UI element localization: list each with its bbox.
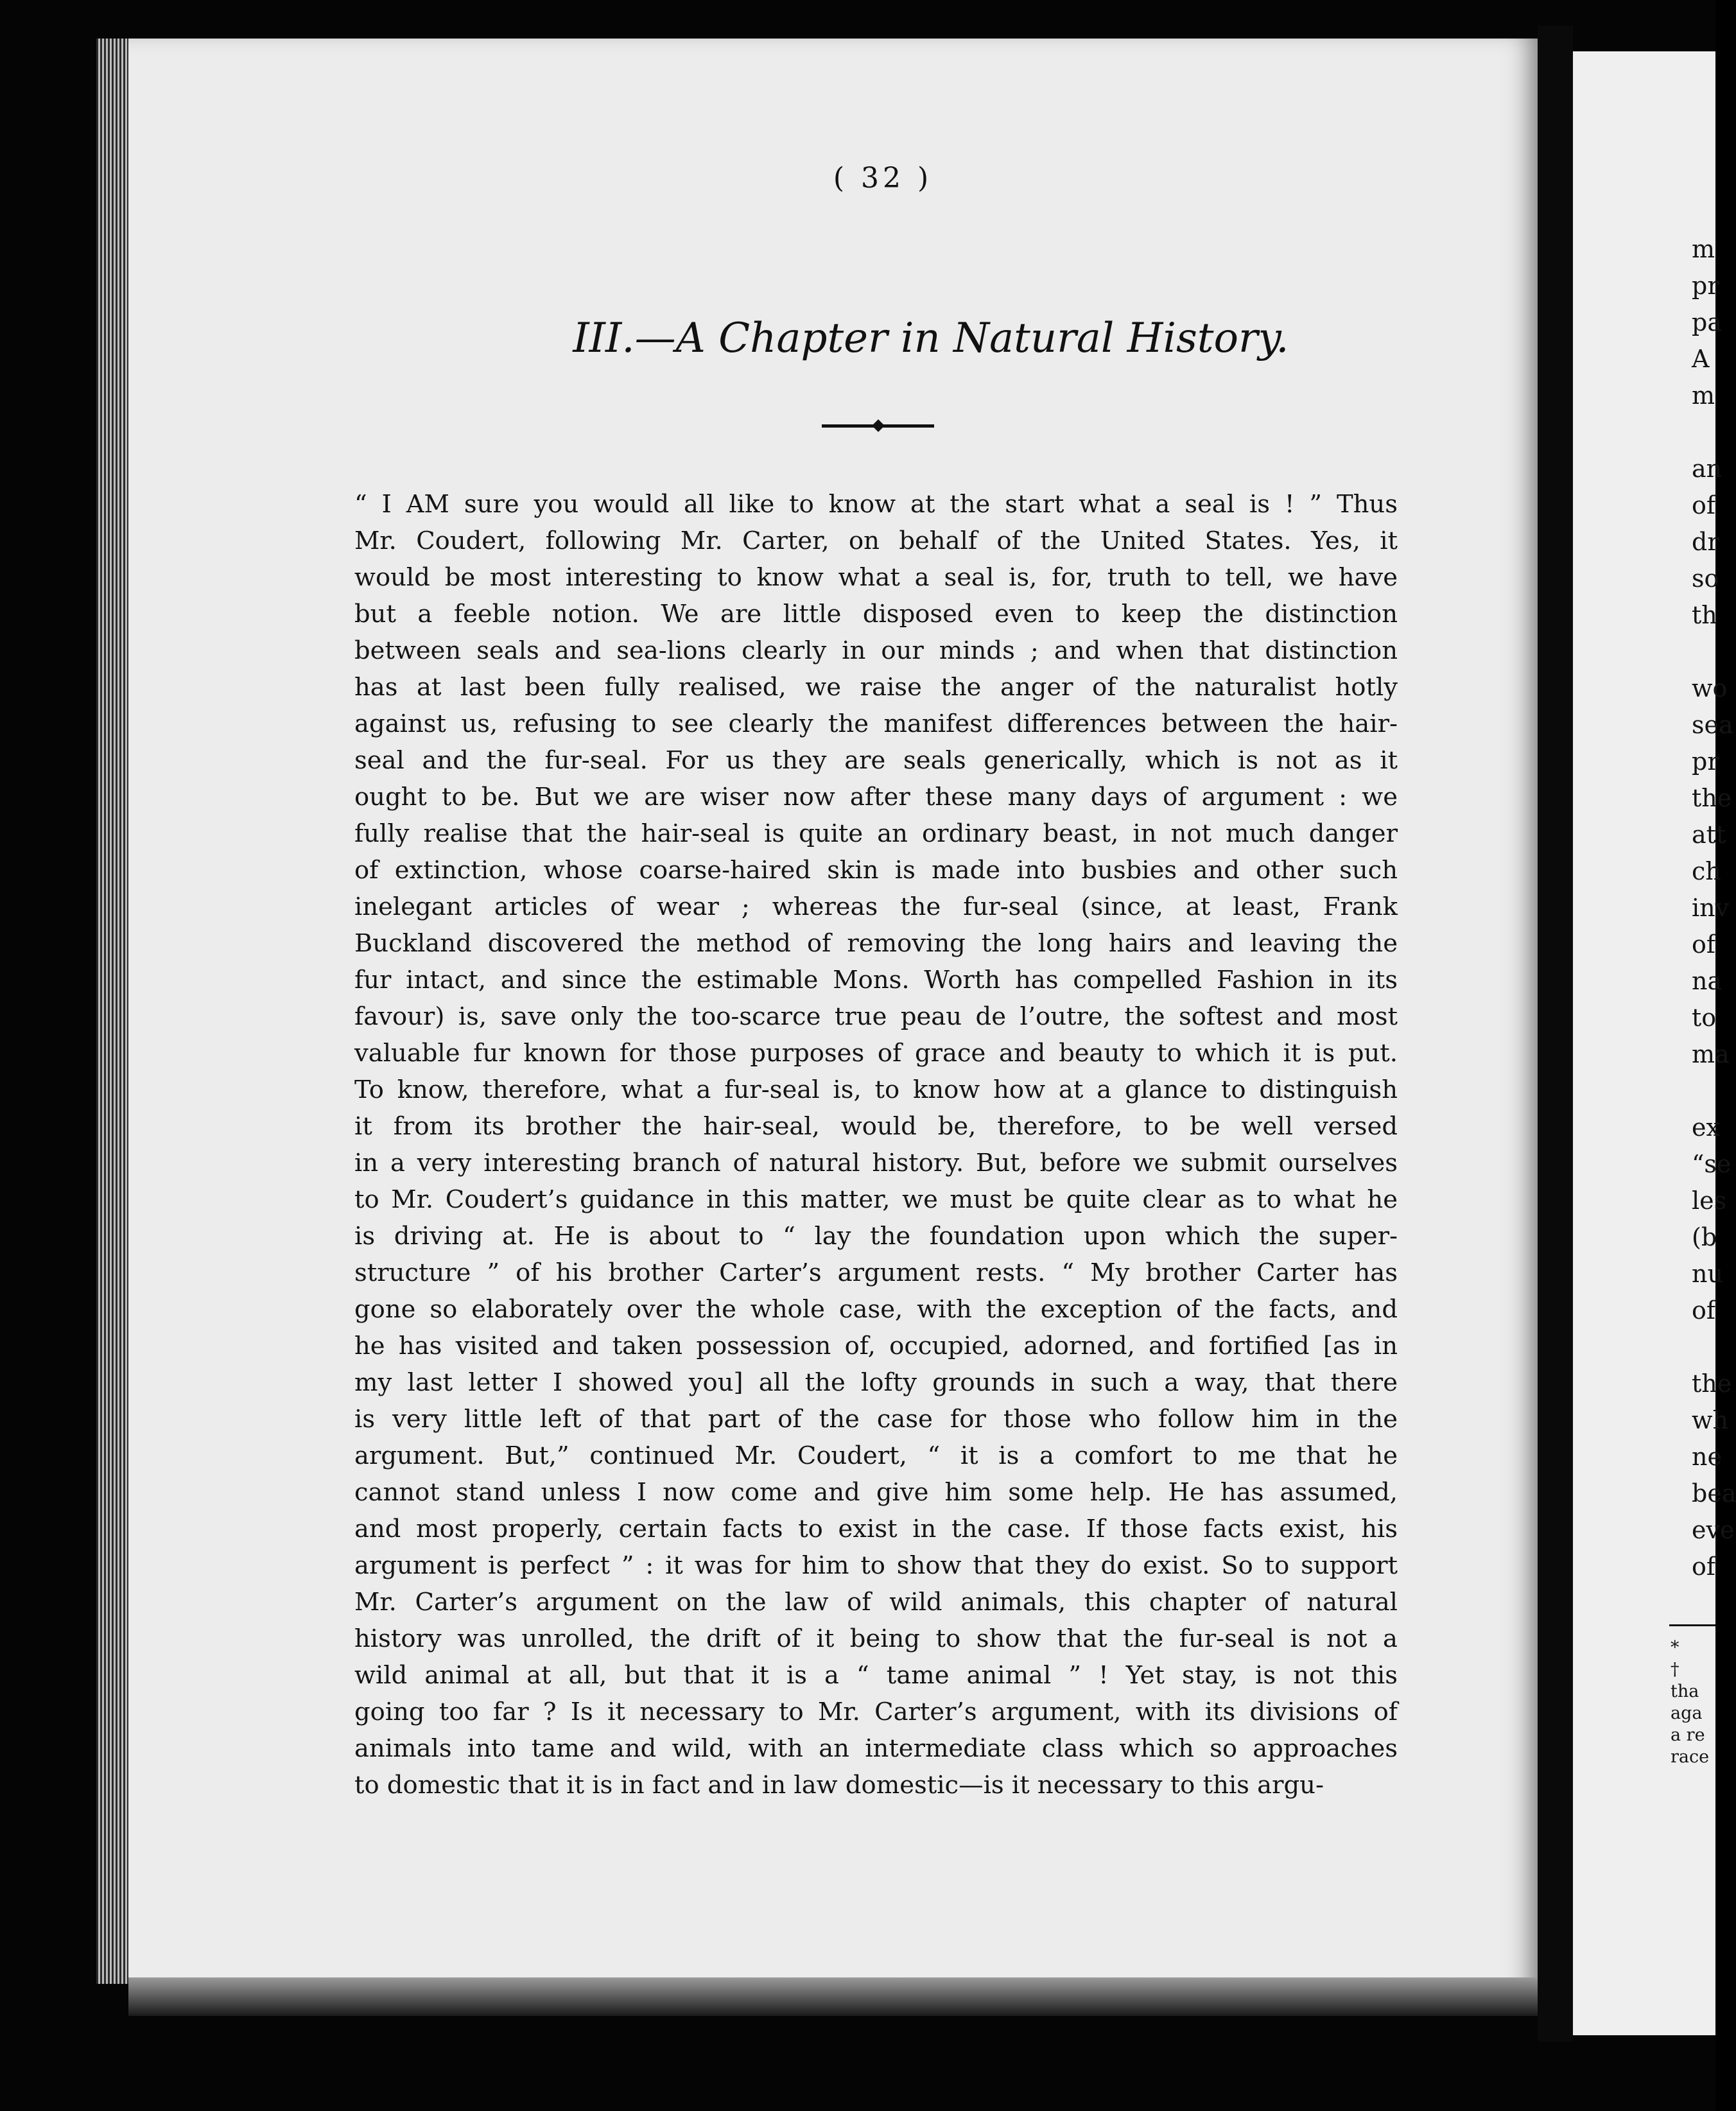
facing-line-fragment: to (1692, 1003, 1717, 1032)
facing-line-fragment: (b (1692, 1223, 1717, 1251)
text-line: Mr. Coudert, following Mr. Carter, on behalf of the United States. Yes, it (354, 526, 1398, 555)
facing-line-fragment: so (1692, 564, 1719, 593)
text-line: ought to be. But we are wiser now after these many days of argument : we (354, 783, 1398, 812)
text-line: gone so elaborately over the whole case, with the exception of the facts, and (354, 1295, 1398, 1324)
facing-line-fragment: the (1692, 1369, 1732, 1398)
footnote-fragment: aga (1671, 1703, 1703, 1723)
text-line: Mr. Carter’s argument on the law of wild animals, this chapter of natural (354, 1588, 1398, 1617)
facing-line-fragment: A (1692, 345, 1710, 373)
text-line: against us, refusing to see clearly the manifest differences between the hair- (354, 709, 1398, 738)
paragraph-gap (1692, 1073, 1717, 1109)
text-line: is very little left of that part of the case for those who follow him in the (354, 1405, 1398, 1434)
footnote-fragment: † (1671, 1660, 1680, 1680)
facing-line-fragment: m (1692, 381, 1715, 410)
footnote-fragment: * (1671, 1638, 1680, 1658)
text-line: “ I AM sure you would all like to know at the start what a seal is ! ” Thus (354, 490, 1398, 519)
facing-line-fragment: ma (1692, 1040, 1730, 1068)
text-line: fully realise that the hair-seal is quite an ordinary beast, in not much danger (354, 819, 1398, 848)
rule-line-right (881, 424, 935, 428)
facing-line-fragment: pa (1692, 308, 1722, 336)
text-line: argument. But,” continued Mr. Coudert, “ it is a comfort to me that he (354, 1441, 1398, 1470)
facing-line-fragment: pr (1692, 272, 1719, 300)
facing-line-fragment: of (1692, 1552, 1715, 1581)
facing-line-fragment: ch (1692, 857, 1721, 885)
text-line: is driving at. He is about to “ lay the foundation upon which the super- (354, 1222, 1398, 1251)
facing-line-fragment: eve (1692, 1516, 1735, 1544)
facing-page-text-fragments (1692, 231, 1736, 1585)
chapter-title: III.—A Chapter in Natural History. (573, 315, 1289, 362)
text-line: structure ” of his brother Carter’s argument rests. “ My brother Carter has (354, 1258, 1398, 1287)
facing-line-fragment: pr (1692, 747, 1719, 776)
facing-line-fragment: m (1692, 235, 1715, 263)
text-line: seal and the fur-seal. For us they are seals generically, which is not as it (354, 746, 1398, 775)
text-line: between seals and sea-lions clearly in our minds ; and when that distinction (354, 636, 1398, 665)
text-line: in a very interesting branch of natural history. But, before we submit ourselves (354, 1149, 1398, 1177)
facing-line-fragment: th (1692, 601, 1717, 629)
facing-line-fragment: wo (1692, 674, 1728, 702)
facing-line-fragment: att (1692, 821, 1726, 849)
body-paragraph (354, 486, 1398, 1803)
facing-page-footnote-fragments (1671, 1637, 1715, 1768)
facing-line-fragment: of (1692, 930, 1715, 959)
text-line: but a feeble notion. We are little disposed even to keep the distinction (354, 600, 1398, 629)
facing-line-fragment: dr (1692, 528, 1719, 556)
title-ornament-rule (822, 423, 934, 428)
text-line: and most properly, certain facts to exist in the case. If those facts exist, his (354, 1515, 1398, 1543)
text-line: has at last been fully realised, we raise the anger of the naturalist hotly (354, 673, 1398, 702)
facing-line-fragment: bea (1692, 1479, 1736, 1507)
facing-line-fragment: of (1692, 491, 1715, 519)
footnote-fragment: a re (1671, 1725, 1705, 1745)
facing-line-fragment: les (1692, 1186, 1727, 1215)
text-line: going too far ? Is it necessary to Mr. Carter’s argument, with its divisions of (354, 1698, 1398, 1726)
facing-footnote-rule (1669, 1624, 1715, 1626)
facing-line-fragment: inv (1692, 894, 1730, 922)
book-gutter (1538, 26, 1573, 2042)
text-line: fur intact, and since the estimable Mons. Worth has compelled Fashion in its (354, 966, 1398, 995)
text-line: he has visited and taken possession of, occupied, adorned, and fortified [as in (354, 1332, 1398, 1360)
text-line: Buckland discovered the method of removing the long hairs and leaving the (354, 929, 1398, 958)
text-line: cannot stand unless I now come and give him some help. He has assumed, (354, 1478, 1398, 1507)
text-line: history was unrolled, the drift of it being to show that the fur-seal is not a (354, 1624, 1398, 1653)
rule-line-left (822, 424, 875, 428)
text-line: favour) is, save only the too-scarce true peau de l’outre, the softest and most (354, 1002, 1398, 1031)
text-line: To know, therefore, what a fur-seal is, to know how at a glance to distinguish (354, 1075, 1398, 1104)
text-line: animals into tame and wild, with an intermediate class which so approaches (354, 1734, 1398, 1763)
paragraph-gap (1692, 414, 1717, 451)
footnote-fragment: tha (1671, 1681, 1699, 1701)
page-bottom-edge (128, 1977, 1538, 2016)
text-line: would be most interesting to know what a seal is, for, truth to tell, we have (354, 563, 1398, 592)
text-line: to domestic that it is in fact and in law domestic—is it necessary to this argu- (354, 1771, 1324, 1800)
facing-line-fragment: “se (1692, 1150, 1732, 1178)
facing-line-fragment (1692, 1329, 1717, 1366)
text-line: my last letter I showed you] all the lofty grounds in such a way, that there (354, 1368, 1398, 1397)
facing-line-fragment: wh (1692, 1406, 1728, 1434)
facing-line-fragment: nu (1692, 1260, 1723, 1288)
text-line: argument is perfect ” : it was for him to show that they do exist. So to support (354, 1551, 1398, 1580)
text-line: valuable fur known for those purposes of grace and beauty to which it is put. (354, 1039, 1398, 1068)
text-line: wild animal at all, but that it is a “ tame animal ” ! Yet stay, is not this (354, 1661, 1398, 1690)
text-line: inelegant articles of wear ; whereas the fur-seal (since, at least, Frank (354, 892, 1398, 921)
facing-line-fragment: ne (1692, 1443, 1722, 1471)
footnote-fragment: race (1671, 1747, 1710, 1767)
text-line: to Mr. Coudert’s guidance in this matter, we must be quite clear as to what he (354, 1185, 1398, 1214)
facing-line-fragment: sea (1692, 711, 1733, 739)
facing-line-fragment: an (1692, 455, 1723, 483)
facing-line-fragment: na (1692, 967, 1723, 995)
facing-line-fragment: of (1692, 1296, 1715, 1325)
facing-line-fragment: the (1692, 784, 1732, 812)
paragraph-gap (1692, 634, 1717, 670)
page-number: ( 32 ) (833, 162, 933, 195)
text-line: of extinction, whose coarse-haired skin is made into busbies and other such (354, 856, 1398, 885)
facing-line-fragment: ex (1692, 1113, 1720, 1142)
text-line: it from its brother the hair-seal, would be, therefore, to be well versed (354, 1112, 1398, 1141)
